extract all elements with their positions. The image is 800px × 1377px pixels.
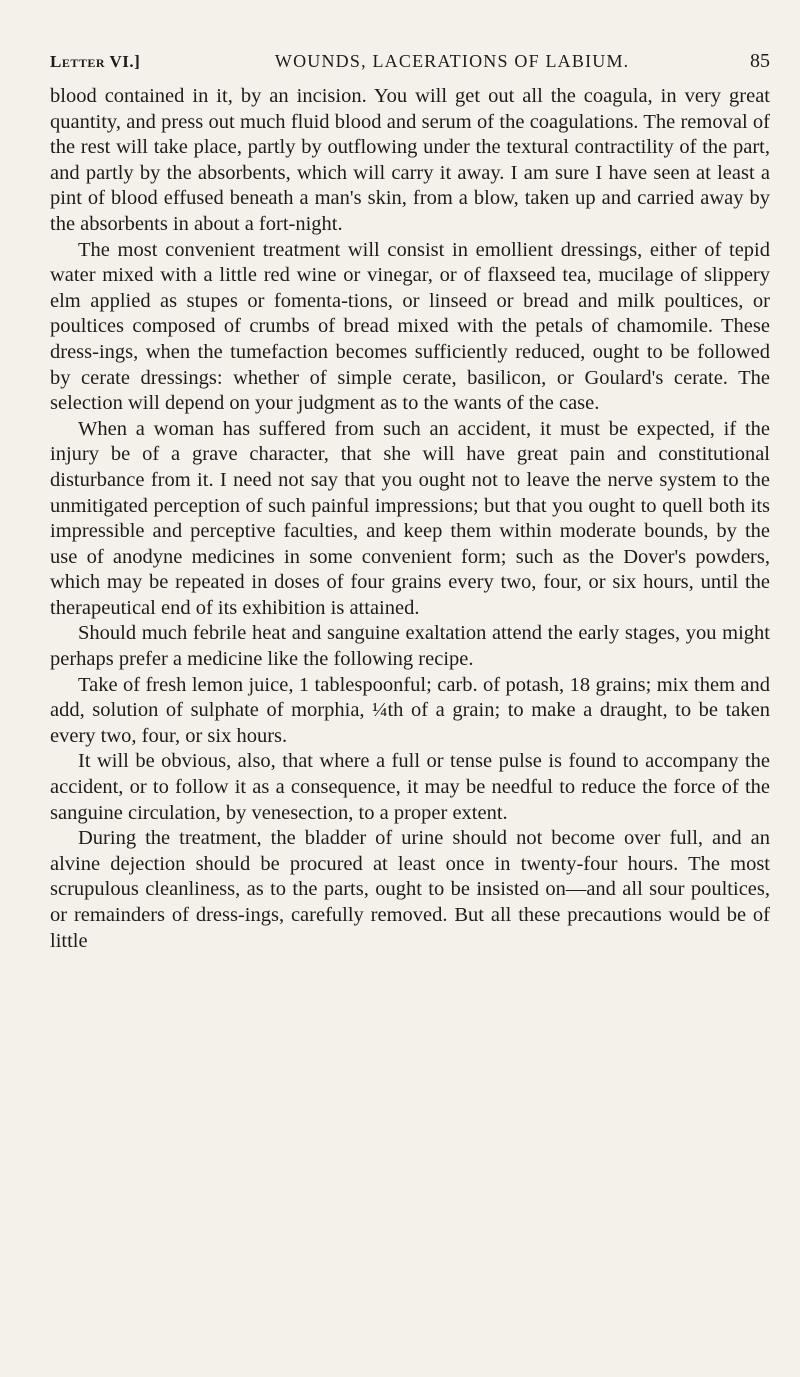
running-head-title: WOUNDS, LACERATIONS OF LABIUM. — [274, 51, 630, 71]
page-number: 85 — [750, 50, 770, 72]
paragraph-6: It will be obvious, also, that where a full or tense pulse is found to accompany the accident, or to follow it as a consequence, it may be needful to reduce the force of the sanguine circulation, by venesection, to a proper extent. — [50, 750, 770, 824]
body-text — [50, 84, 770, 954]
running-head-chapter: Letter VI.] — [50, 52, 141, 71]
running-head — [50, 50, 770, 84]
book-page — [50, 50, 770, 954]
paragraph-1: blood contained in it, by an incision. You will get out all the coagula, in very great quantity, and press out much fluid blood and serum of the coagulations. The removal of the rest will take place, partly by outflowing under the textural contractility of the part, and partly by the absorbents, which will carry it away. I am sure I have seen at least a pint of blood effused beneath a man's skin, from a blow, taken up and carried away by the absorbents in about a fort-night. — [50, 85, 770, 235]
paragraph-5-recipe: Take of fresh lemon juice, 1 tablespoonful; carb. of potash, 18 grains; mix them and add, solution of sulphate of morphia, ¼th of a grain; to make a draught, to be taken every two, four, or six hours. — [50, 673, 770, 747]
paragraph-7: During the treatment, the bladder of urine should not become over full, and an alvine dejection should be procured at least once in twenty-four hours. The most scrupulous cleanliness, as to the parts, ought to be insisted on—and all sour poultices, or remainders of dress-ings, carefully removed. But all these precautions would be of little — [50, 827, 770, 952]
paragraph-2: The most convenient treatment will consist in emollient dressings, either of tepid water mixed with a little red wine or vinegar, or of flaxseed tea, mucilage of slippery elm applied as stupes or fomenta-tions, or linseed or bread and milk poultices, or poultices composed of crumbs of bread mixed with the petals of chamomile. These dress-ings, when the tumefaction becomes sufficiently reduced, ought to be followed by cerate dressings: whether of simple cerate, basilicon, or Goulard's cerate. The selection will depend on your judgment as to the wants of the case. — [50, 238, 770, 415]
paragraph-3: When a woman has suffered from such an accident, it must be expected, if the injury be of a grave character, that she will have great pain and constitutional disturbance from it. I need not say that you ought not to leave the nerve system to the unmitigated perception of such painful impressions; but that you ought to quell both its impressible and perceptive faculties, and keep them within moderate bounds, by the use of anodyne medicines in some convenient form; such as the Dover's powders, which may be repeated in doses of four grains every two, four, or six hours, until the therapeutical end of its exhibition is attained. — [50, 417, 770, 619]
paragraph-4: Should much febrile heat and sanguine exaltation attend the early stages, you might perhaps prefer a medicine like the following recipe. — [50, 622, 770, 671]
